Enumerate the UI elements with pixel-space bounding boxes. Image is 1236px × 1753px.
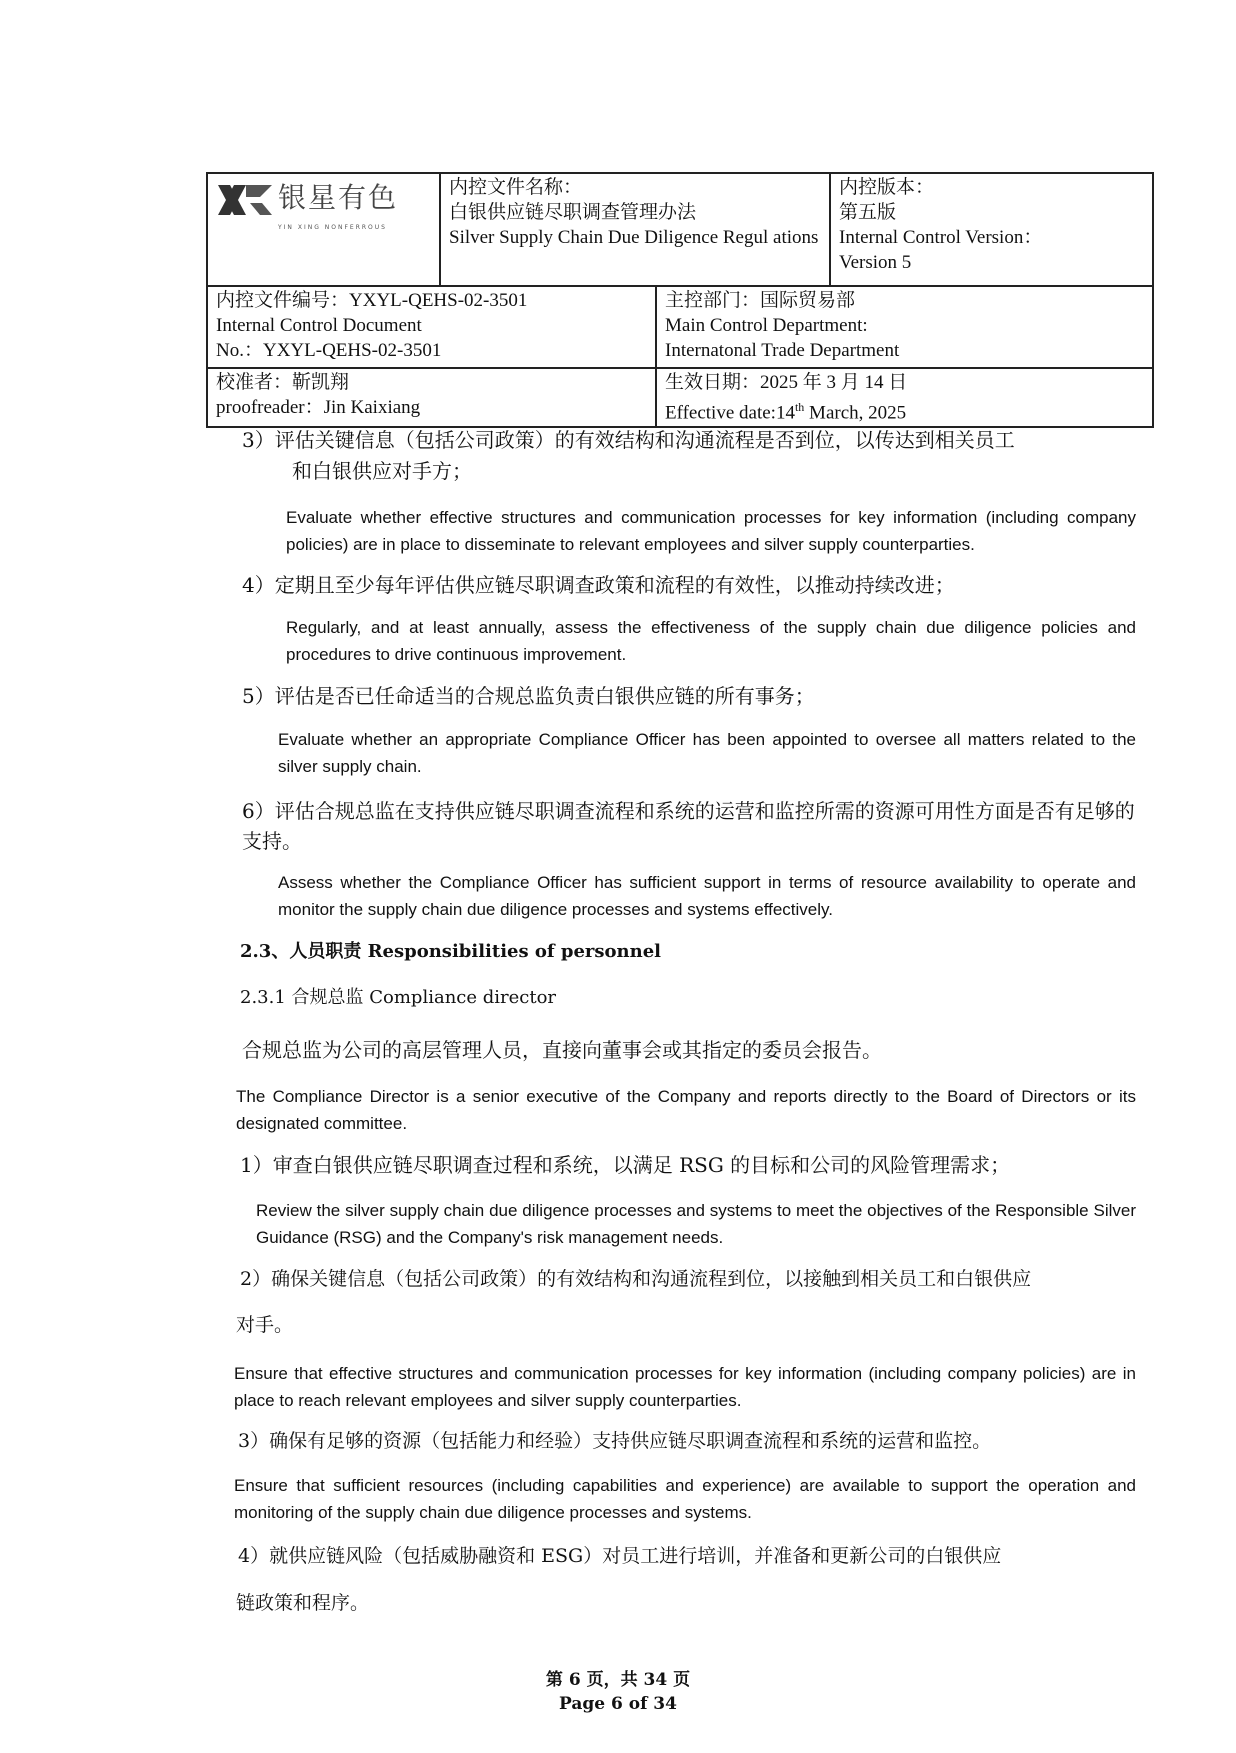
item4-en: Regularly, and at least annually, assess the effectiveness of the supply chain due diligence policies and procedures to drive continuous improvement. [286, 618, 1136, 664]
page-number-cn: 第 6 页，共 34 页 [545, 1670, 691, 1690]
proofreader-en: proofreader：Jin Kaixiang [216, 397, 421, 418]
proofreader-cell [207, 368, 656, 427]
duty1-cn: 1）审查白银供应链尽职调查过程和系统，以满足 RSG 的目标和公司的风险管理需求； [240, 1153, 1011, 1177]
duty4-cn: 4）就供应链风险（包括威胁融资和 ESG）对员工进行培训，并准备和更新公司的白银供应 [238, 1545, 1002, 1567]
effective-date-cn: 生效日期：2025 年 3 月 14 日 [665, 372, 908, 393]
dept-en: Internatonal Trade Department [665, 340, 900, 361]
doc-number-cn: 内控文件编号：YXYL-QEHS-02-3501 [216, 290, 528, 311]
subsection-heading: 2.3.1 合规总监 Compliance director [240, 987, 557, 1008]
page-number-en: Page 6 of 34 [559, 1694, 677, 1714]
item4-cn: 4）定期且至少每年评估供应链尽职调查政策和流程的有效性，以推动持续改进； [242, 573, 955, 597]
dept-cn: 主控部门：国际贸易部 [665, 290, 856, 311]
effective-date-cell [656, 368, 1153, 427]
version-en: Version 5 [839, 252, 912, 273]
effective-date-en: Effective date:14th March, 2025 [665, 400, 907, 424]
version-en-label: Internal Control Version： [839, 227, 1043, 248]
item6-cn: 6）评估合规总监在支持供应链尽职调查流程和系统的运营和监控所需的资源可用性方面是否有足够的支持。 [242, 799, 1135, 853]
department-cell [656, 286, 1153, 368]
item5-en: Evaluate whether an appropriate Compliance Officer has been appointed to oversee all matters related to the silver supply chain. [278, 730, 1136, 776]
item3-en: Evaluate whether effective structures and communication processes for key information (including company policies) are in place to disseminate to relevant employees and silver supply counterparties. [286, 508, 1136, 554]
duty3-en: Ensure that sufficient resources (including capabilities and experience) are available to support the operation and monitoring of the supply chain due diligence processes and systems. [234, 1476, 1136, 1522]
version-label: 内控版本： [839, 177, 935, 198]
doc-number-cell [207, 286, 656, 368]
version-cn: 第五版 [839, 202, 897, 223]
doc-number-en: No.：YXYL-QEHS-02-3501 [216, 340, 442, 361]
duty3-cn: 3）确保有足够的资源（包括能力和经验）支持供应链尽职调查流程和系统的运营和监控。 [238, 1430, 992, 1452]
duty1-en: Review the silver supply chain due diligence processes and systems to meet the objectives of the Responsible Silver Guidance (RSG) and the Company's risk management needs. [256, 1201, 1136, 1247]
item3-cn-cont: 和白银供应对手方； [292, 459, 472, 483]
duty4-cn-cont: 链政策和程序。 [236, 1592, 370, 1614]
logo-subtext: YIN XING NONFERROUS [278, 224, 387, 231]
logo-text: 银星有色 [278, 181, 399, 214]
logo-cell [207, 173, 440, 286]
document-name-cell [440, 173, 830, 286]
doc-name-en: Silver Supply Chain Due Diligence Regul ations [449, 227, 819, 248]
version-cell [830, 173, 1153, 286]
company-logo-icon [216, 183, 274, 217]
duty2-cn: 2）确保关键信息（包括公司政策）的有效结构和沟通流程到位，以接触到相关员工和白银供应 [240, 1268, 1032, 1290]
section-heading: 2.3、人员职责 Responsibilities of personnel [240, 941, 662, 962]
intro-en: The Compliance Director is a senior executive of the Company and reports directly to the Board of Directors or its designated committee. [236, 1087, 1136, 1133]
doc-name-cn: 白银供应链尽职调查管理办法 [449, 202, 697, 223]
item3-cn: 3）评估关键信息（包括公司政策）的有效结构和沟通流程是否到位，以传达到相关员工 [242, 428, 1015, 452]
intro-cn: 合规总监为公司的高层管理人员，直接向董事会或其指定的委员会报告。 [242, 1038, 882, 1062]
doc-number-en-label: Internal Control Document [216, 315, 422, 336]
duty2-en: Ensure that effective structures and communication processes for key information (including company policies) are in place to reach relevant employees and silver supply counterparties. [234, 1364, 1136, 1410]
item6-en: Assess whether the Compliance Officer has sufficient support in terms of resource availability to operate and monitor the supply chain due diligence processes and systems effectively. [278, 873, 1136, 919]
document-header-table [206, 172, 1154, 428]
item5-cn: 5）评估是否已任命适当的合规总监负责白银供应链的所有事务； [242, 684, 815, 708]
proofreader-cn: 校准者：靳凯翔 [216, 372, 350, 393]
doc-name-label: 内控文件名称： [449, 177, 583, 198]
dept-en-label: Main Control Department: [665, 315, 868, 336]
duty2-cn-cont: 对手。 [236, 1314, 294, 1336]
